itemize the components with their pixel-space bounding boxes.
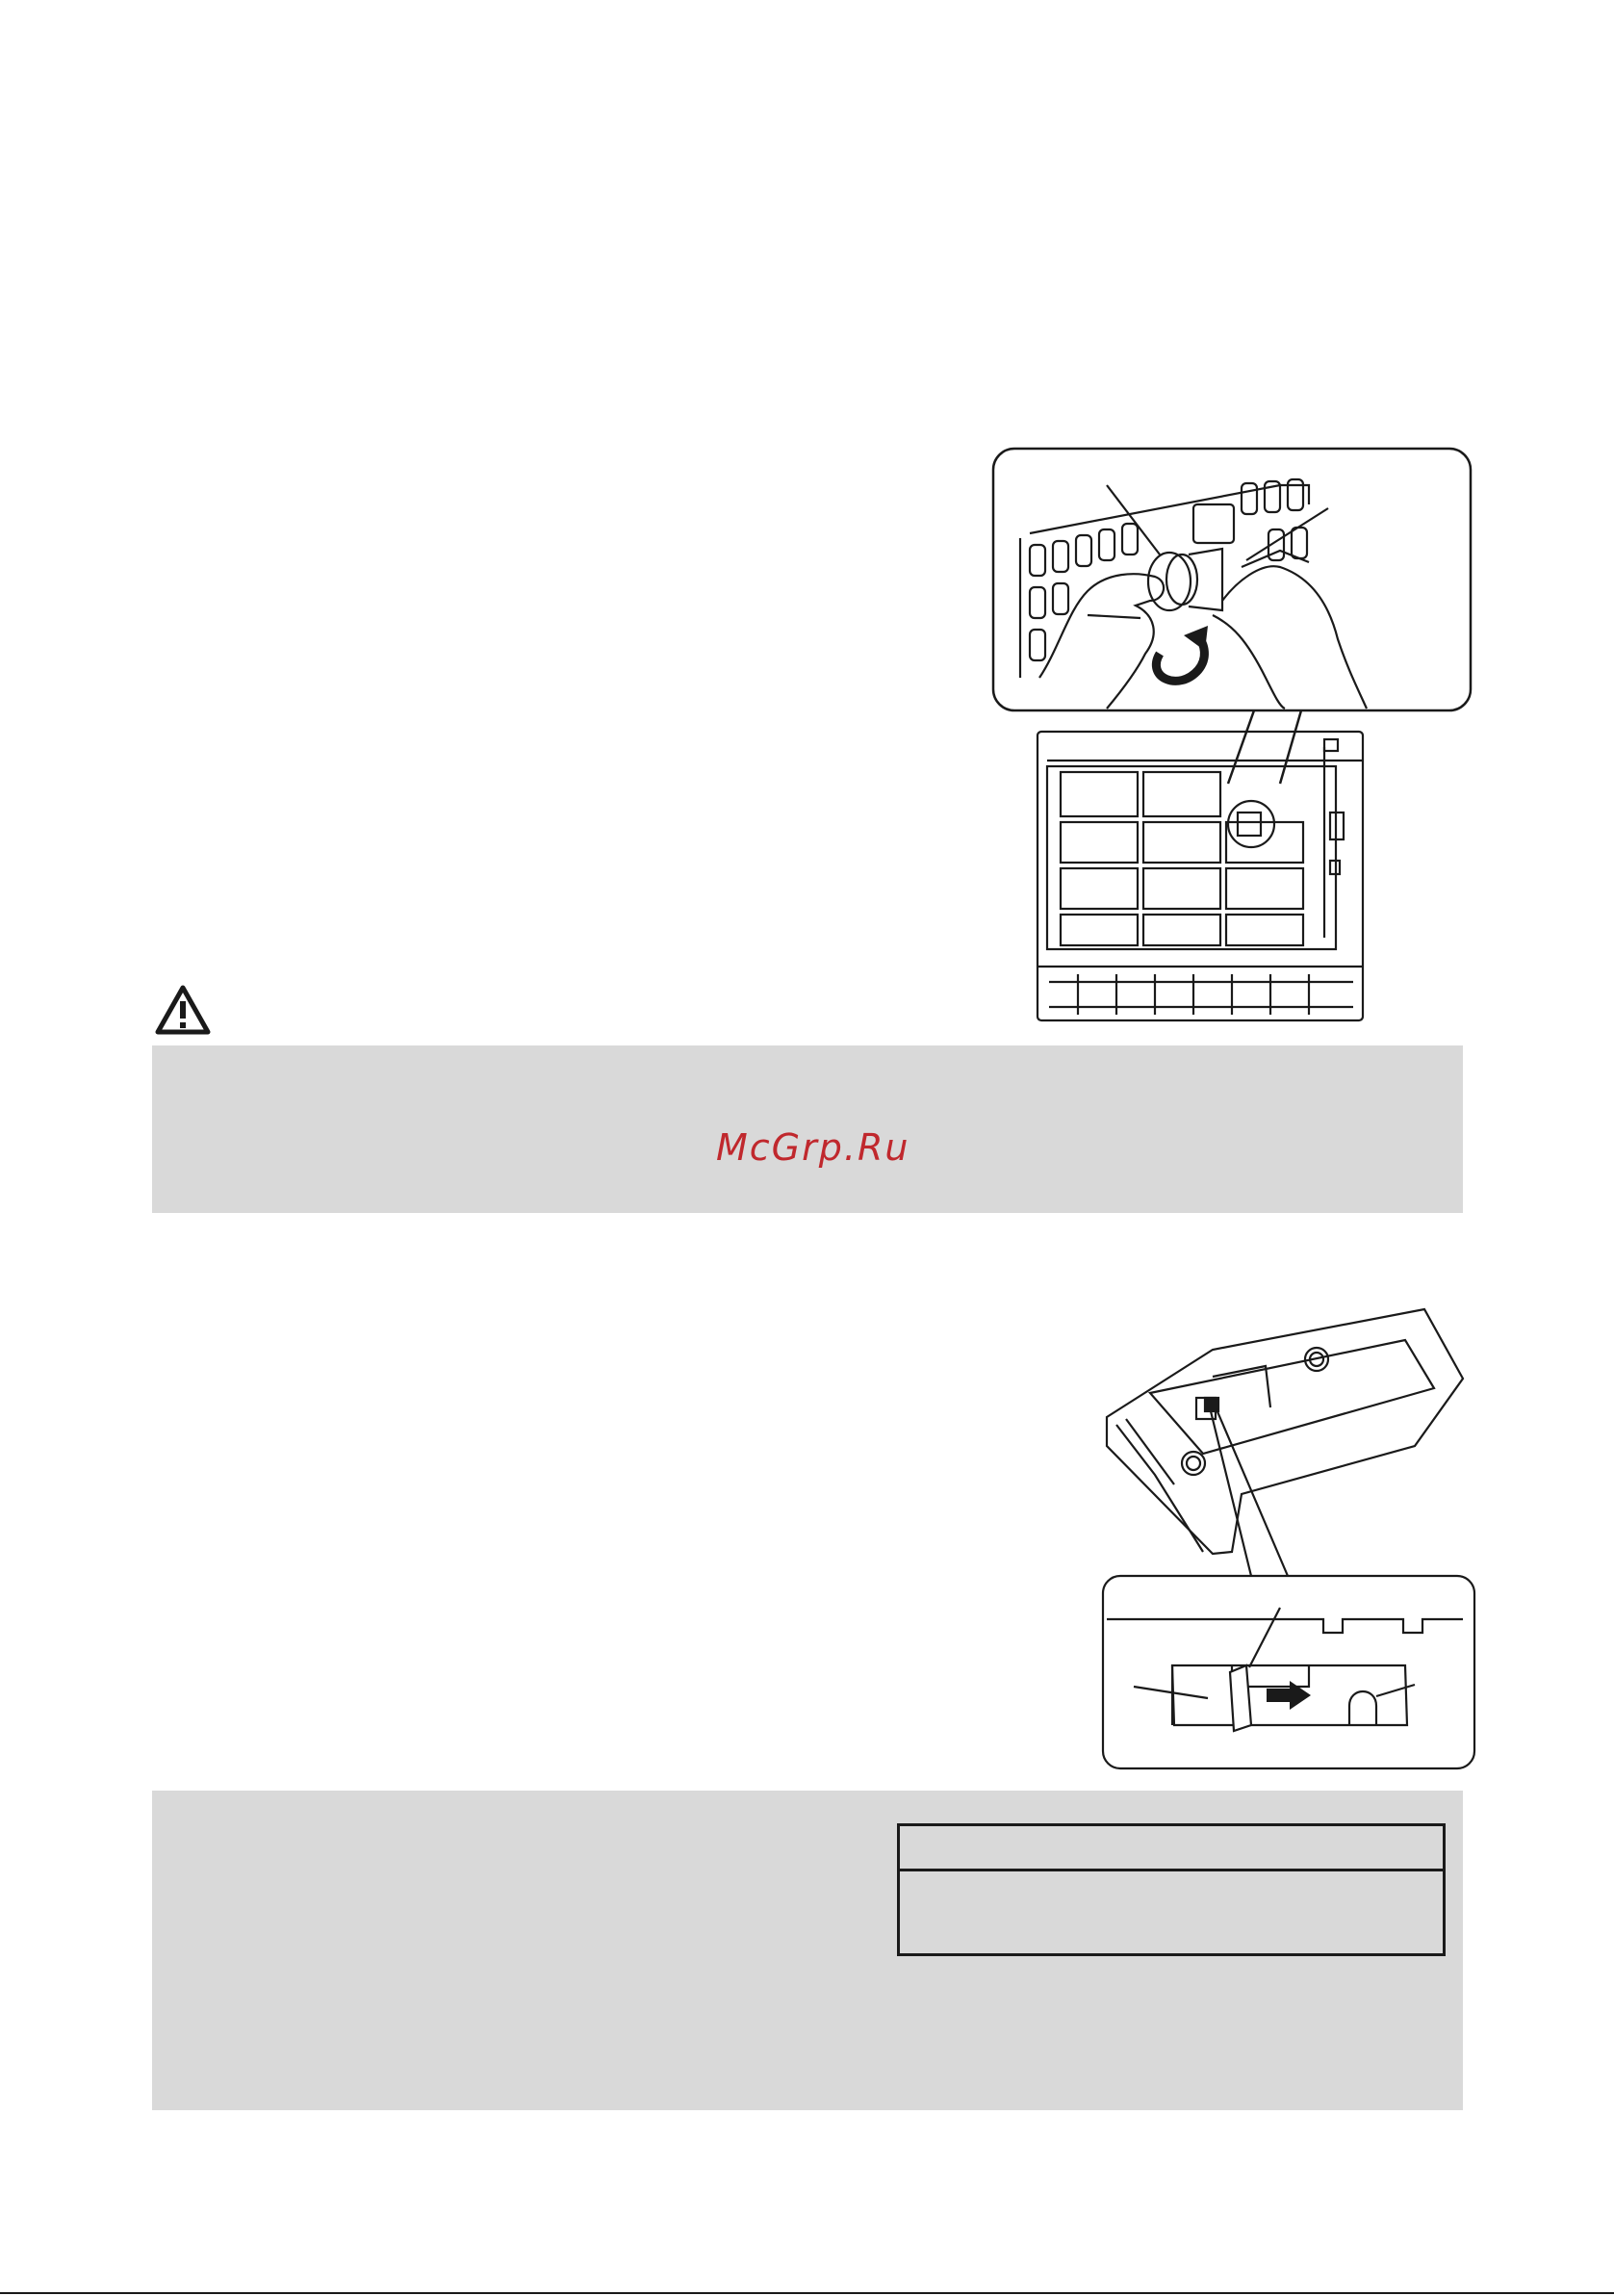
battery-info-table-header — [900, 1826, 1443, 1871]
battery-note-box — [152, 1791, 1463, 2110]
filter-removal-figure — [991, 447, 1474, 1024]
battery-info-table — [897, 1823, 1446, 1956]
battery-compartment-illustration — [1097, 1302, 1478, 1773]
warning-triangle-icon — [154, 984, 212, 1036]
footer-rule — [0, 2292, 1614, 2294]
filter-removal-illustration — [991, 447, 1474, 1024]
caution-note-box — [152, 1045, 1463, 1213]
battery-compartment-figure — [1097, 1302, 1478, 1773]
watermark-text: McGrp.Ru — [716, 1126, 910, 1169]
